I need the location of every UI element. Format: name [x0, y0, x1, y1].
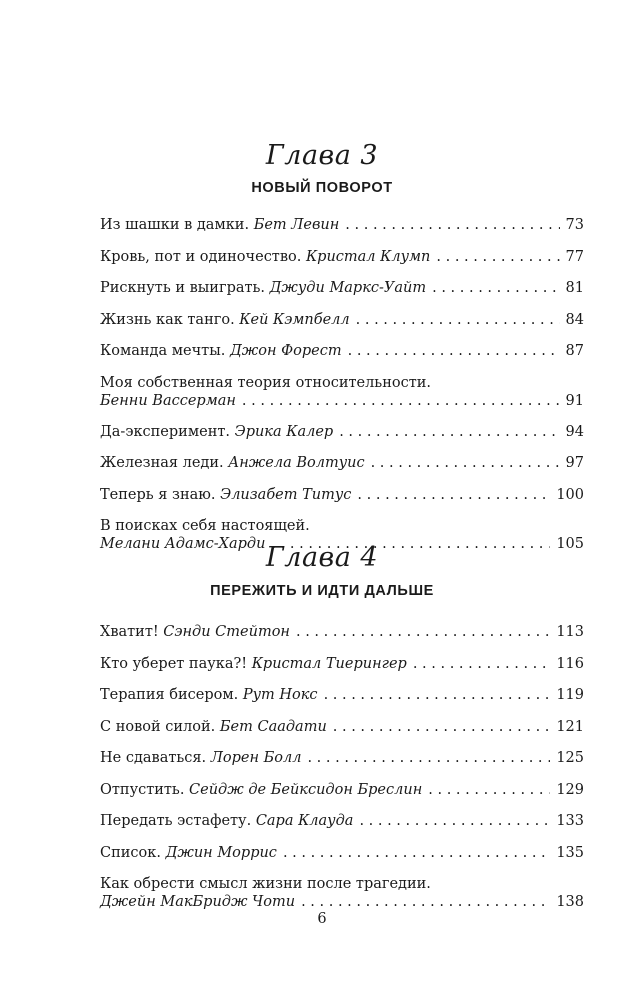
dot-leader	[432, 278, 559, 298]
entry-page: 129	[556, 781, 584, 798]
dot-leader	[357, 485, 550, 505]
entry-page: 91	[565, 392, 584, 409]
entry-title: Команда мечты.	[100, 343, 226, 359]
entry-page: 138	[556, 894, 584, 910]
toc-entry[interactable]	[100, 748, 584, 780]
dot-leader	[359, 811, 550, 831]
toc-entry[interactable]	[100, 278, 584, 310]
entry-author: Джуди Маркс-Уайт	[269, 280, 427, 296]
dot-leader	[371, 453, 560, 473]
entry-author: Джейн МакБридж Чоти	[100, 894, 296, 910]
entry-title: Кто уберет паука?!	[100, 655, 248, 672]
entry-author: Бет Левин	[253, 217, 340, 233]
toc-entry[interactable]	[100, 373, 584, 422]
toc-entry[interactable]	[100, 843, 584, 875]
entry-author: Бенни Вассерман	[100, 392, 236, 409]
entry-author: Сейдж де Бейксидон Бреслин	[189, 781, 423, 798]
entry-author: Лорен Болл	[210, 750, 302, 766]
entry-page: 125	[556, 750, 584, 766]
entry-page: 81	[565, 280, 584, 296]
dot-leader	[348, 341, 560, 361]
entry-title: Теперь я знаю.	[100, 486, 216, 503]
entry-title: Отпустить.	[100, 781, 185, 798]
toc-entry[interactable]	[100, 811, 584, 843]
chapter-3-label: Глава 3	[265, 140, 379, 171]
entry-title: Рискнуть и выиграть.	[100, 280, 266, 296]
entry-page: 135	[556, 844, 584, 861]
toc-entry[interactable]	[100, 215, 584, 247]
entry-title: В поисках себя настоящей.	[100, 518, 310, 534]
toc-entry[interactable]	[100, 780, 584, 812]
dot-leader	[333, 717, 551, 737]
toc-entry[interactable]	[100, 422, 584, 454]
dot-leader	[413, 654, 550, 674]
toc-entry[interactable]	[100, 622, 584, 654]
entry-author: Бет Саадати	[219, 718, 327, 735]
entry-title: Моя собственная теория относительности.	[100, 374, 432, 391]
toc-entry[interactable]	[100, 685, 584, 717]
dot-leader	[428, 780, 550, 800]
entry-author: Кристал Клумп	[305, 248, 431, 265]
chapter-4-title: ПЕРЕЖИТЬ И ИДТИ ДАЛЬШЕ	[210, 583, 434, 599]
entry-title: Терапия бисером.	[100, 687, 239, 703]
entry-author: Сара Клауда	[255, 813, 354, 829]
entry-page: 100	[556, 486, 584, 503]
entry-page: 116	[556, 655, 584, 672]
toc-entry[interactable]	[100, 341, 584, 373]
dot-leader	[324, 685, 551, 705]
entry-title: Кровь, пот и одиночество.	[100, 248, 302, 265]
toc-entry[interactable]	[100, 453, 584, 485]
toc-entry[interactable]	[100, 247, 584, 279]
entry-author: Сэнди Стейтон	[163, 624, 290, 640]
chapter-3-toc	[100, 215, 584, 565]
entry-page: 73	[565, 217, 584, 233]
toc-entry[interactable]	[100, 717, 584, 749]
toc-entry[interactable]	[100, 654, 584, 686]
entry-title: С новой силой.	[100, 718, 216, 735]
entry-page: 121	[556, 718, 584, 735]
dot-leader	[307, 748, 550, 768]
entry-page: 105	[556, 536, 584, 552]
dot-leader	[283, 843, 550, 863]
entry-title: Передать эстафету.	[100, 813, 252, 829]
entry-title: Как обрести смысл жизни после трагедии.	[100, 876, 431, 892]
entry-author: Рут Нокс	[242, 687, 318, 703]
page-number: 6	[317, 911, 327, 927]
entry-title: Не сдаваться.	[100, 750, 207, 766]
chapter-4-label: Глава 4	[265, 542, 379, 573]
dot-leader	[436, 247, 559, 267]
entry-title: Жизнь как танго.	[100, 311, 235, 328]
entry-page: 94	[565, 423, 584, 440]
entry-page: 133	[556, 813, 584, 829]
dot-leader	[356, 310, 560, 330]
entry-author: Элизабет Титус	[220, 486, 352, 503]
entry-author: Анжела Волтуис	[228, 455, 365, 471]
toc-entry[interactable]	[100, 310, 584, 342]
entry-page: 87	[565, 343, 584, 359]
entry-title: Железная леди.	[100, 455, 224, 471]
entry-title: Из шашки в дамки.	[100, 217, 250, 233]
entry-page: 119	[556, 687, 584, 703]
entry-author: Кристал Тиерингер	[251, 655, 407, 672]
entry-title: Хватит!	[100, 624, 159, 640]
entry-author: Мелани Адамс-Харди	[100, 536, 266, 552]
entry-title: Список.	[100, 844, 161, 861]
chapter-4-toc	[100, 622, 584, 923]
entry-title: Да-эксперимент.	[100, 423, 230, 440]
toc-entry[interactable]	[100, 485, 584, 517]
entry-author: Кей Кэмпбелл	[239, 311, 350, 328]
entry-page: 77	[565, 248, 584, 265]
entry-author: Джин Моррис	[165, 844, 277, 861]
entry-author: Эрика Калер	[234, 423, 334, 440]
entry-author: Джон Форест	[229, 343, 342, 359]
dot-leader	[339, 422, 559, 442]
dot-leader	[345, 215, 559, 235]
dot-leader	[242, 391, 560, 411]
entry-page: 113	[556, 624, 584, 640]
entry-page: 97	[565, 455, 584, 471]
chapter-3-title: НОВЫЙ ПОВОРОТ	[251, 180, 393, 196]
entry-page: 84	[565, 311, 584, 328]
dot-leader	[296, 622, 550, 642]
dot-leader	[301, 892, 550, 912]
